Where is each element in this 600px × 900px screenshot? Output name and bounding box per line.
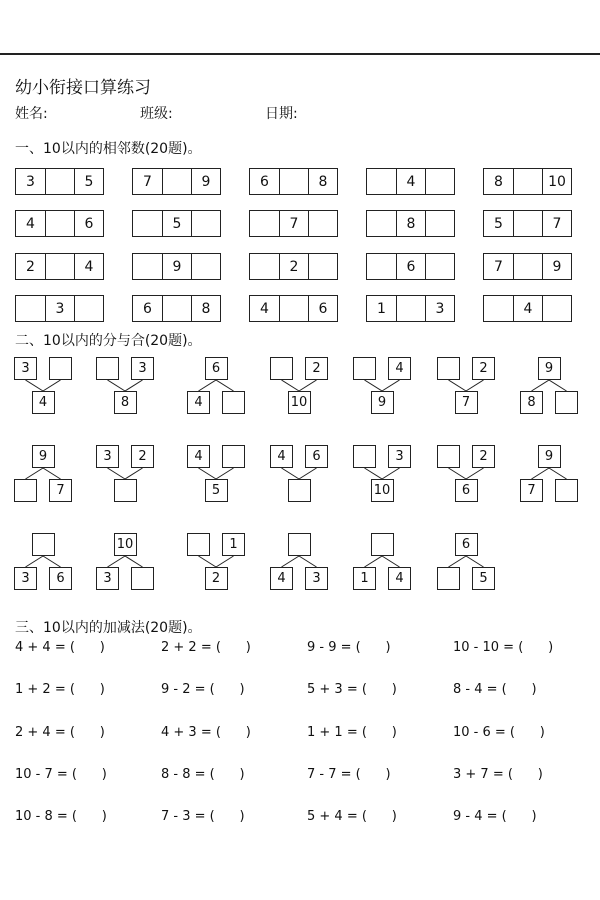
section3-title: 三、10以内的加减法(20题)。 xyxy=(15,620,202,636)
number-cell: 8 xyxy=(308,169,337,194)
number-cell: 8 xyxy=(494,173,503,190)
bond-line xyxy=(382,468,400,479)
answer-box[interactable] xyxy=(555,391,578,414)
number-cell: 9 xyxy=(191,169,220,194)
bond-line xyxy=(365,556,383,567)
bond-line xyxy=(108,468,126,479)
adjacent-number-item xyxy=(483,295,572,322)
bond-line xyxy=(382,380,400,391)
bond-line xyxy=(108,556,126,567)
bond-line xyxy=(365,468,383,479)
bond-line xyxy=(299,468,317,479)
number-cell: 7 xyxy=(494,258,503,275)
number-cell: 8 xyxy=(396,211,425,236)
number-cell: 6 xyxy=(396,254,425,279)
bond-line xyxy=(382,556,400,567)
number-box: 4 xyxy=(270,445,293,468)
answer-box[interactable] xyxy=(114,479,137,502)
equation-item[interactable]: 5 + 4 = ( ) xyxy=(307,809,397,824)
number-box: 3 xyxy=(96,445,119,468)
number-box: 7 xyxy=(520,479,543,502)
equation-item[interactable]: 2 + 4 = ( ) xyxy=(15,725,105,740)
answer-box[interactable] xyxy=(353,357,376,380)
section2-title: 二、10以内的分与合(20题)。 xyxy=(15,333,202,349)
adjacent-number-item xyxy=(366,168,455,195)
number-cell: 9 xyxy=(162,254,191,279)
number-box: 6 xyxy=(49,567,72,590)
number-cell: 1 xyxy=(377,300,386,317)
adjacent-number-item xyxy=(15,253,104,280)
bond-line xyxy=(449,556,467,567)
answer-cell[interactable] xyxy=(396,296,425,321)
adjacent-number-item xyxy=(249,168,338,195)
adjacent-number-item xyxy=(249,210,338,237)
bond-line xyxy=(549,380,567,391)
answer-box[interactable] xyxy=(49,357,72,380)
answer-cell[interactable] xyxy=(191,211,220,236)
adjacent-number-item xyxy=(132,168,221,195)
answer-cell[interactable] xyxy=(513,211,542,236)
bond-line xyxy=(549,468,567,479)
bond-line xyxy=(216,380,234,391)
number-cell: 3 xyxy=(425,296,454,321)
number-cell: 4 xyxy=(26,215,35,232)
number-box: 5 xyxy=(205,479,228,502)
number-box: 4 xyxy=(388,567,411,590)
bond-line xyxy=(466,468,484,479)
number-box: 3 xyxy=(131,357,154,380)
equation-item[interactable]: 7 - 7 = ( ) xyxy=(307,767,391,782)
answer-cell[interactable] xyxy=(16,296,45,321)
adjacent-number-item xyxy=(15,295,104,322)
number-cell: 2 xyxy=(279,254,308,279)
answer-cell[interactable] xyxy=(191,254,220,279)
answer-cell[interactable] xyxy=(513,169,542,194)
number-cell: 3 xyxy=(26,173,35,190)
equation-item[interactable]: 8 - 8 = ( ) xyxy=(161,767,245,782)
answer-cell[interactable] xyxy=(484,296,513,321)
bond-line xyxy=(43,468,61,479)
number-cell: 2 xyxy=(26,258,35,275)
answer-cell[interactable] xyxy=(308,211,337,236)
number-box: 4 xyxy=(187,391,210,414)
equation-item[interactable]: 10 - 7 = ( ) xyxy=(15,767,107,782)
number-box: 10 xyxy=(114,533,137,556)
number-cell: 4 xyxy=(260,300,269,317)
number-cell: 7 xyxy=(542,211,571,236)
answer-box[interactable] xyxy=(288,479,311,502)
answer-box[interactable] xyxy=(222,445,245,468)
answer-cell[interactable] xyxy=(45,254,74,279)
number-cell: 6 xyxy=(260,173,269,190)
answer-cell[interactable] xyxy=(279,296,308,321)
equation-item[interactable]: 4 + 4 = ( ) xyxy=(15,640,105,655)
answer-box[interactable] xyxy=(270,357,293,380)
answer-box[interactable] xyxy=(437,567,460,590)
answer-box[interactable] xyxy=(437,357,460,380)
bond-line xyxy=(532,380,550,391)
number-box: 5 xyxy=(472,567,495,590)
equation-item[interactable]: 8 - 4 = ( ) xyxy=(453,682,537,697)
equation-item[interactable]: 7 - 3 = ( ) xyxy=(161,809,245,824)
answer-box[interactable] xyxy=(222,391,245,414)
answer-cell[interactable] xyxy=(367,211,396,236)
bond-line xyxy=(125,380,143,391)
answer-cell[interactable] xyxy=(133,254,162,279)
number-box: 8 xyxy=(114,391,137,414)
number-cell: 7 xyxy=(143,173,152,190)
bond-line xyxy=(299,556,317,567)
bond-line xyxy=(282,468,300,479)
bond-line xyxy=(26,468,44,479)
number-cell: 4 xyxy=(513,296,542,321)
number-box: 3 xyxy=(14,567,37,590)
number-cell: 4 xyxy=(396,169,425,194)
answer-cell[interactable] xyxy=(425,254,454,279)
number-cell: 6 xyxy=(143,300,152,317)
answer-box[interactable] xyxy=(555,479,578,502)
adjacent-number-item xyxy=(249,253,338,280)
answer-box[interactable] xyxy=(187,533,210,556)
answer-cell[interactable] xyxy=(367,254,396,279)
adjacent-number-item xyxy=(15,210,104,237)
equation-item[interactable]: 2 + 2 = ( ) xyxy=(161,640,251,655)
top-divider xyxy=(0,53,600,55)
number-box: 7 xyxy=(455,391,478,414)
bond-line xyxy=(466,556,484,567)
bond-line xyxy=(199,556,217,567)
number-box: 3 xyxy=(96,567,119,590)
answer-cell[interactable] xyxy=(133,211,162,236)
number-cell: 6 xyxy=(74,211,103,236)
bond-line xyxy=(365,380,383,391)
equation-item[interactable]: 9 - 9 = ( ) xyxy=(307,640,391,655)
bond-line xyxy=(199,380,217,391)
answer-box[interactable] xyxy=(353,445,376,468)
bond-line xyxy=(449,468,467,479)
number-box: 3 xyxy=(305,567,328,590)
adjacent-number-item xyxy=(366,295,455,322)
bond-line xyxy=(26,380,44,391)
number-box: 2 xyxy=(472,445,495,468)
number-box: 7 xyxy=(49,479,72,502)
name-label: 姓名: xyxy=(15,106,48,122)
answer-cell[interactable] xyxy=(513,254,542,279)
answer-cell[interactable] xyxy=(45,169,74,194)
number-box: 6 xyxy=(455,533,478,556)
number-box: 1 xyxy=(353,567,376,590)
number-box: 8 xyxy=(520,391,543,414)
equation-item[interactable]: 9 - 4 = ( ) xyxy=(453,809,537,824)
adjacent-number-item xyxy=(132,210,221,237)
number-cell: 9 xyxy=(542,254,571,279)
number-box: 4 xyxy=(187,445,210,468)
bond-line xyxy=(108,380,126,391)
answer-box[interactable] xyxy=(288,533,311,556)
adjacent-number-item xyxy=(366,210,455,237)
adjacent-number-item xyxy=(366,253,455,280)
bond-line xyxy=(26,556,44,567)
adjacent-number-item xyxy=(132,295,221,322)
number-cell: 5 xyxy=(74,169,103,194)
bond-line xyxy=(282,556,300,567)
number-cell: 7 xyxy=(279,211,308,236)
number-box: 6 xyxy=(305,445,328,468)
equation-item[interactable]: 9 - 2 = ( ) xyxy=(161,682,245,697)
answer-cell[interactable] xyxy=(162,296,191,321)
answer-box[interactable] xyxy=(32,533,55,556)
answer-cell[interactable] xyxy=(74,296,103,321)
bond-line xyxy=(532,468,550,479)
number-box: 6 xyxy=(455,479,478,502)
bond-line xyxy=(125,468,143,479)
number-box: 9 xyxy=(32,445,55,468)
bond-line xyxy=(125,556,143,567)
class-label: 班级: xyxy=(140,106,173,122)
equation-item[interactable]: 4 + 3 = ( ) xyxy=(161,725,251,740)
bond-line xyxy=(282,380,300,391)
number-cell: 3 xyxy=(45,296,74,321)
number-cell: 4 xyxy=(74,254,103,279)
answer-cell[interactable] xyxy=(279,169,308,194)
number-box: 1 xyxy=(222,533,245,556)
number-box: 3 xyxy=(14,357,37,380)
answer-cell[interactable] xyxy=(250,211,279,236)
section1-title: 一、10以内的相邻数(20题)。 xyxy=(15,141,202,157)
bond-line xyxy=(216,556,234,567)
bond-line xyxy=(216,468,234,479)
answer-box[interactable] xyxy=(131,567,154,590)
number-cell: 6 xyxy=(308,296,337,321)
number-box: 9 xyxy=(538,445,561,468)
number-cell: 5 xyxy=(162,211,191,236)
number-box: 9 xyxy=(538,357,561,380)
equation-item[interactable]: 5 + 3 = ( ) xyxy=(307,682,397,697)
answer-cell[interactable] xyxy=(542,296,571,321)
answer-box[interactable] xyxy=(437,445,460,468)
number-box: 9 xyxy=(371,391,394,414)
answer-cell[interactable] xyxy=(425,211,454,236)
bond-line xyxy=(299,380,317,391)
equation-item[interactable]: 10 - 8 = ( ) xyxy=(15,809,107,824)
equation-item[interactable]: 1 + 2 = ( ) xyxy=(15,682,105,697)
number-box: 4 xyxy=(270,567,293,590)
adjacent-number-item xyxy=(483,253,572,280)
bond-line xyxy=(466,380,484,391)
number-box: 2 xyxy=(131,445,154,468)
bond-line xyxy=(43,380,61,391)
answer-box[interactable] xyxy=(96,357,119,380)
date-label: 日期: xyxy=(265,106,298,122)
adjacent-number-item xyxy=(483,168,572,195)
number-cell: 5 xyxy=(494,215,503,232)
equation-item[interactable]: 3 + 7 = ( ) xyxy=(453,767,543,782)
answer-cell[interactable] xyxy=(250,254,279,279)
equation-item[interactable]: 10 - 6 = ( ) xyxy=(453,725,545,740)
bond-line xyxy=(449,380,467,391)
answer-cell[interactable] xyxy=(45,211,74,236)
number-cell: 10 xyxy=(542,169,571,194)
adjacent-number-item xyxy=(249,295,338,322)
answer-box[interactable] xyxy=(14,479,37,502)
number-box: 2 xyxy=(472,357,495,380)
adjacent-number-item xyxy=(483,210,572,237)
number-box: 2 xyxy=(305,357,328,380)
adjacent-number-item xyxy=(15,168,104,195)
adjacent-number-item xyxy=(132,253,221,280)
answer-box[interactable] xyxy=(371,533,394,556)
bond-line xyxy=(43,556,61,567)
number-box: 10 xyxy=(371,479,394,502)
number-cell: 8 xyxy=(191,296,220,321)
worksheet-title: 幼小衔接口算练习 xyxy=(15,78,151,98)
answer-cell[interactable] xyxy=(367,169,396,194)
equation-item[interactable]: 1 + 1 = ( ) xyxy=(307,725,397,740)
number-box: 3 xyxy=(388,445,411,468)
equation-item[interactable]: 10 - 10 = ( ) xyxy=(453,640,554,655)
number-box: 4 xyxy=(32,391,55,414)
answer-cell[interactable] xyxy=(308,254,337,279)
number-box: 2 xyxy=(205,567,228,590)
bond-line xyxy=(199,468,217,479)
number-box: 4 xyxy=(388,357,411,380)
answer-cell[interactable] xyxy=(162,169,191,194)
answer-cell[interactable] xyxy=(425,169,454,194)
number-box: 10 xyxy=(288,391,311,414)
number-box: 6 xyxy=(205,357,228,380)
